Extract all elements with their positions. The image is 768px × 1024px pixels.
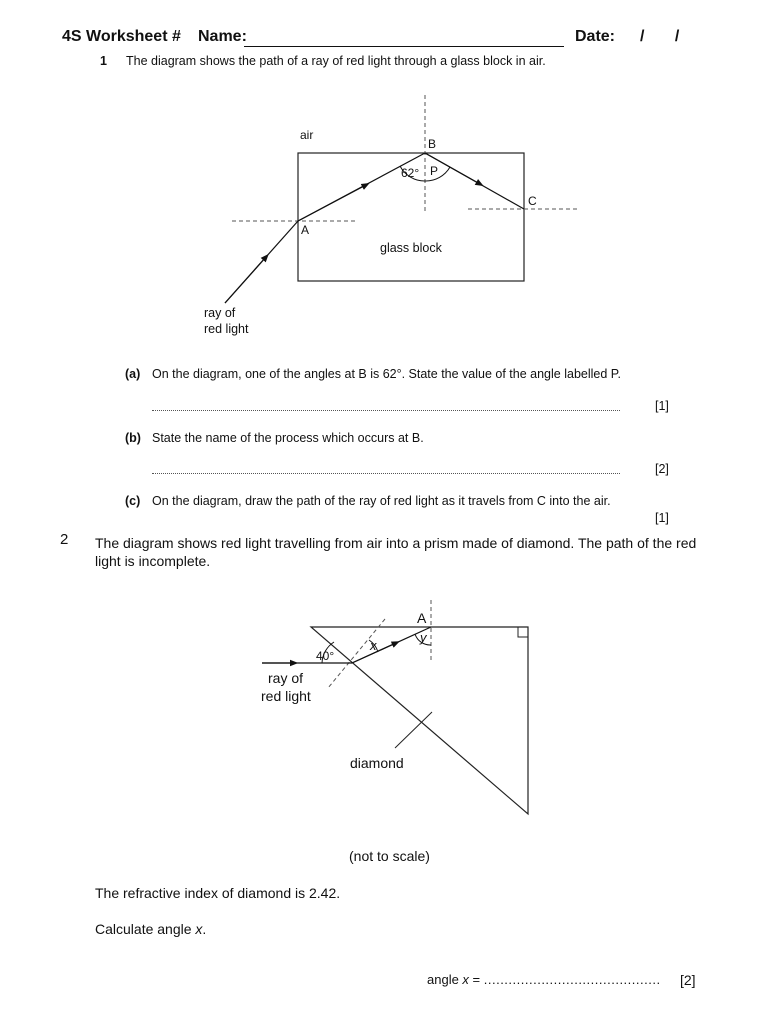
label-ray-line2: red light xyxy=(204,322,249,336)
q2-label-ray-line1: ray of xyxy=(268,670,304,686)
q2-answer-dots[interactable]: ........................................... xyxy=(483,972,661,987)
q2-not-to-scale: (not to scale) xyxy=(349,848,430,864)
question2-intro-line2: light is incomplete. xyxy=(95,553,211,569)
question2-number: 2 xyxy=(60,531,69,548)
q2-label-diamond: diamond xyxy=(350,755,404,771)
question1-number: 1 xyxy=(100,54,107,68)
part-b-mark: [2] xyxy=(655,462,669,476)
date-separators: / / xyxy=(640,28,680,45)
q2-label-a: A xyxy=(417,610,427,626)
q2-answer-eq: = xyxy=(468,972,484,987)
label-air: air xyxy=(300,128,314,142)
q2-calculate-prefix: Calculate angle xyxy=(95,921,196,937)
ray-a-to-b-arrow xyxy=(298,185,366,221)
part-b-answer-line[interactable] xyxy=(152,473,620,474)
part-a-label: (a) xyxy=(125,367,141,381)
name-label: Name: xyxy=(198,28,247,45)
q2-calculate xyxy=(95,921,206,937)
part-b-text: State the name of the process which occurs at B. xyxy=(152,431,424,445)
label-a: A xyxy=(301,223,310,237)
part-a-mark: [1] xyxy=(655,399,669,413)
q2-label-y: y xyxy=(420,630,427,645)
diamond-leader-line xyxy=(395,712,432,748)
label-angle-62: 62° xyxy=(401,166,420,180)
part-a-text: On the diagram, one of the angles at B is 62°. State the value of the angle labelled P. xyxy=(152,367,621,381)
part-c-mark: [1] xyxy=(655,511,669,525)
question1-intro: The diagram shows the path of a ray of red light through a glass block in air. xyxy=(126,54,546,68)
part-b-label: (b) xyxy=(125,431,141,445)
q2-refractive-index: The refractive index of diamond is 2.42. xyxy=(95,885,341,901)
label-c: C xyxy=(528,194,537,208)
q2-calculate-var: x xyxy=(195,921,203,937)
q2-answer-var: x xyxy=(462,972,469,987)
q2-label-ray-line2: red light xyxy=(261,688,311,704)
question2-intro-line1: The diagram shows red light travelling from air into a prism made of diamond. The path of the red xyxy=(95,535,697,551)
incident-ray-arrow xyxy=(225,257,266,303)
q2-calculate-suffix: . xyxy=(202,921,207,937)
label-p: P xyxy=(430,164,439,178)
q2-label-x: x xyxy=(370,638,377,653)
diamond-prism xyxy=(311,627,528,814)
q2-answer-row xyxy=(427,972,661,987)
label-glass-block: glass block xyxy=(380,241,442,255)
date-label: Date: xyxy=(575,28,616,45)
q2-answer-mark: [2] xyxy=(680,972,696,988)
q2-label-40: 40° xyxy=(316,649,335,663)
q2-answer-prefix: angle xyxy=(427,972,463,987)
part-a-answer-line[interactable] xyxy=(152,410,620,411)
part-c-label: (c) xyxy=(125,494,141,508)
label-b: B xyxy=(428,137,437,151)
right-angle-mark xyxy=(518,627,528,637)
label-ray-line1: ray of xyxy=(204,306,236,320)
part-c-text: On the diagram, draw the path of the ray of red light as it travels from C into the air. xyxy=(152,494,611,508)
worksheet-title: 4S Worksheet # xyxy=(62,28,181,45)
normal-at-entry xyxy=(328,619,385,688)
